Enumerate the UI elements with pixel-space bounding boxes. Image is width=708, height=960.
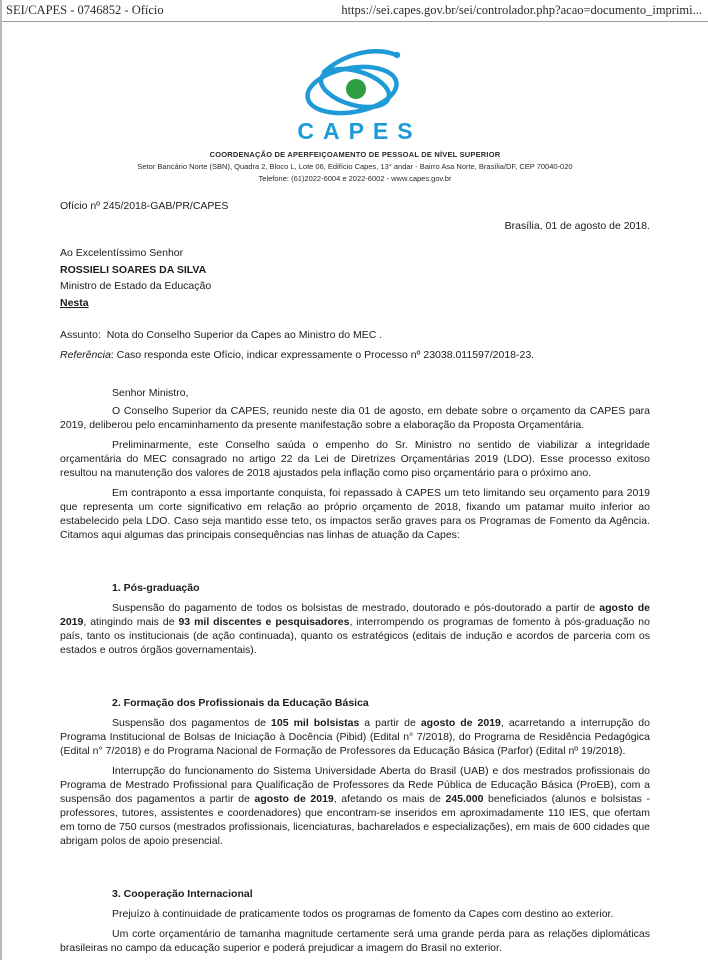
subject-line (60, 329, 650, 341)
letterhead (2, 48, 708, 183)
letter-paragraph: Preliminarmente, este Conselho saúda o empenho do Sr. Ministro no sentido de viabilizar a integridade orçamentária do MEC consagrado no artigo 22 da Lei de Diretrizes Orçamentárias 2019 (LDO). Esse processo exitoso resultou na manutenção dos valores de 2018 ajustados pela inflação como piso orçamentário para o próximo ano. (60, 439, 650, 479)
reference-text: : Caso responda este Ofício, indicar expressamente o Processo nº 23038.011597/2018-23. (110, 349, 535, 361)
letter (60, 200, 650, 955)
subject-text: Nota do Conselho Superior da Capes ao Ministro do MEC . (106, 329, 383, 341)
capes-logo-icon (299, 48, 411, 118)
letter-body (60, 387, 650, 955)
addressee-name: ROSSIELI SOARES DA SILVA (60, 263, 207, 276)
addressee-block (60, 245, 650, 311)
date-line: Brasília, 01 de agosto de 2018. (504, 220, 650, 232)
addressee-salutation: Ao Excelentíssimo Senhor (60, 247, 184, 259)
addressee-title: Ministro de Estado da Educação (60, 280, 212, 292)
letter-paragraph: Prejuízo à continuidade de praticamente todos os programas de fomento da Capes com destino ao exterior. (112, 908, 614, 920)
addressee-place: Nesta (60, 296, 89, 309)
letter-paragraph: Em contraponto a essa importante conquista, foi repassado à CAPES um teto limitando seu orçamento para 2019 que representa um corte significativo em relação ao próprio orçamento de 2018, fixando um patamar muito inferior ao estabelecido pela LDO. Caso seja mantido esse teto, os impactos serão graves para os Programas de Fomento da Agência. Citamos aqui algumas das principais consequências nas linhas de atuação da Capes: (60, 487, 650, 541)
reference-line (60, 349, 650, 361)
capes-wordmark: CAPES (297, 118, 422, 144)
org-full-name: COORDENAÇÃO DE APERFEIÇOAMENTO DE PESSOAL DE NÍVEL SUPERIOR (209, 150, 501, 159)
section-heading: 1. Pós-graduação (112, 582, 200, 594)
oficio-number: Ofício nº 245/2018-GAB/PR/CAPES (60, 200, 229, 212)
print-header-url: https://sei.capes.gov.br/sei/controlador.php?acao=documento_imprimi... (341, 3, 702, 17)
letter-paragraph: Interrupção do funcionamento do Sistema Universidade Aberta do Brasil (UAB) e dos mestrados profissionais do Programa de Mestrado Profissional para Qualificação de Professores da Rede Pública de Educação Básica (ProEB), com a suspensão dos pagamentos a partir de agosto de 2019, afetando os mais de 245.000 beneficiados (alunos e bolsistas - professores, tutores, assistentes e coordenadores) que encontram-se inseridos em aproximadamente 110 IES, que ofertam em torno de 750 cursos (mestrados profissionais, licenciaturas, bacharelados e especializações), em mais de 600 cidades que abrigam polos de apoio presencial. (60, 765, 650, 847)
reference-label: Referência (60, 349, 111, 361)
print-header (2, 0, 708, 22)
section-heading: 3. Cooperação Internacional (112, 888, 253, 900)
section-heading: 2. Formação dos Profissionais da Educação Básica (112, 697, 369, 709)
greeting: Senhor Ministro, (112, 387, 189, 399)
letter-paragraph: Suspensão do pagamento de todos os bolsistas de mestrado, doutorado e pós-doutorado a partir de agosto de 2019, atingindo mais de 93 mil discentes e pesquisadores, interrompendo os programas de fomento à pós-graduação no país, tanto os institucionais (de ação continuada), quanto os estratégicos (editais de indução e acordos de parceria com os estados e outros órgãos governamentais). (60, 602, 651, 656)
subject-label: Assunto: (60, 329, 101, 341)
print-header-title: SEI/CAPES - 0746852 - Ofício (6, 3, 164, 17)
org-phone: Telefone: (61)2022-6004 e 2022-6002 - www.capes.gov.br (258, 174, 452, 183)
letter-paragraph: Suspensão dos pagamentos de 105 mil bolsistas a partir de agosto de 2019, acarretando a interrupção do Programa Institucional de Bolsas de Iniciação à Docência (Pibid) (Edital n° 7/2018), do Programa de Residência Pedagógica (Edital n° 7/2018) e do Programa Nacional de Formação de Professores da Educação Básica (Parfor) (Edital nº 19/2018). (60, 717, 650, 757)
letter-paragraph: Um corte orçamentário de tamanha magnitude certamente será uma grande perda para as relações diplomáticas brasileiras no campo da educação superior e poderá prejudicar a imagem do Brasil no exterior. (60, 928, 650, 954)
org-address: Setor Bancário Norte (SBN), Quadra 2, Bloco L, Lote 06, Edifício Capes, 13° andar - Bairro Asa Norte, Brasília/DF, CEP 70040-020 (137, 162, 573, 171)
letter-paragraph: O Conselho Superior da CAPES, reunido neste dia 01 de agosto, em debate sobre o orçamento da CAPES para 2019, deliberou pelo encaminhamento da presente manifestação sobre a elaboração da Proposta Orçamentária. (60, 405, 650, 431)
